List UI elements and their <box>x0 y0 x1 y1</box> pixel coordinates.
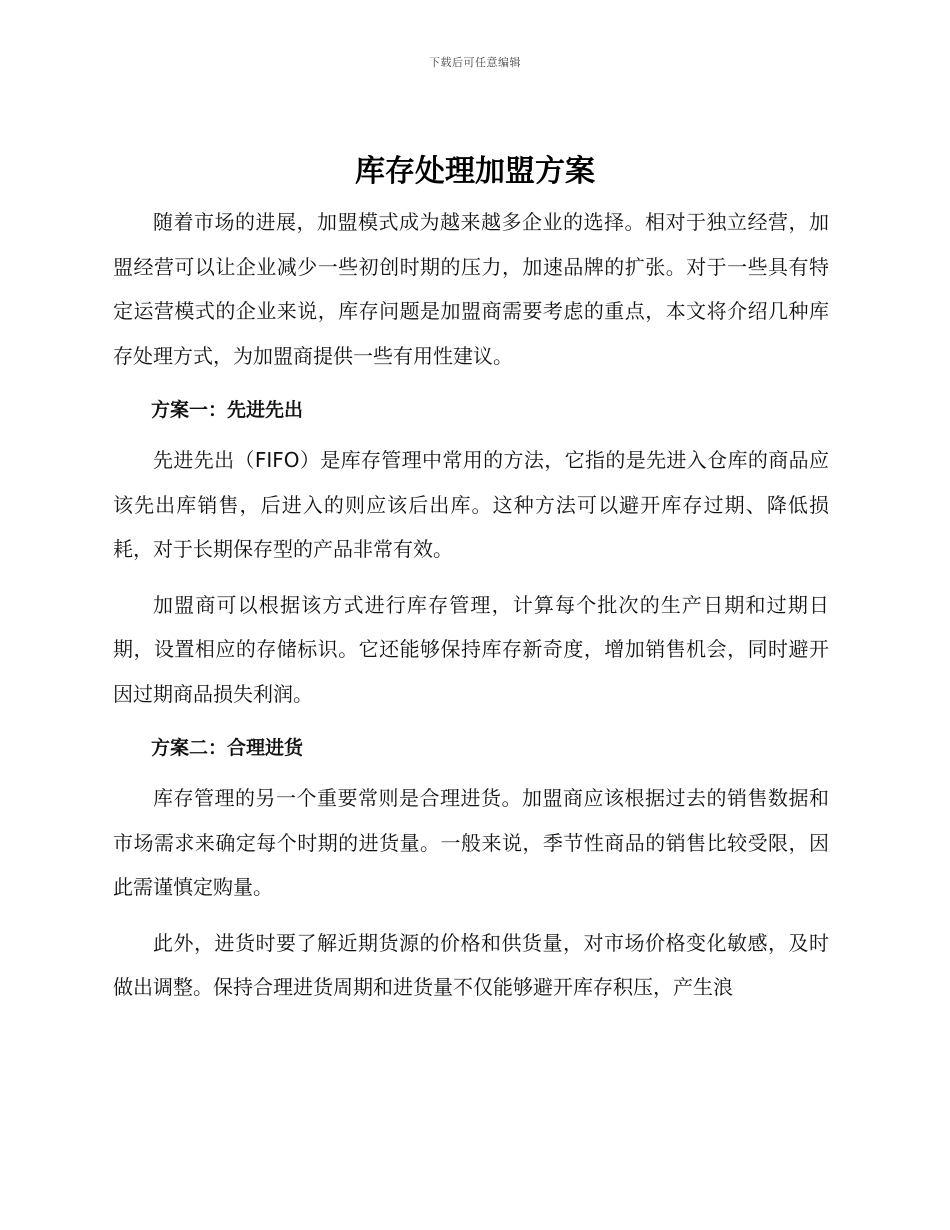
section-paragraph: 库存管理的另一个重要常则是合理进货。加盟商应该根据过去的销售数据和市场需求来确定每个时期的进货量。一般来说，季节性商品的销售比较受限，因此需谨慎定购量。 <box>113 786 829 899</box>
document-title: 库存处理加盟方案 <box>355 154 595 189</box>
section-heading: 方案二：合理进货 <box>151 737 304 759</box>
section-paragraph: 先进先出（FIFO）是库存管理中常用的方法，它指的是先进入仓库的商品应该先出库销售，后进入的则应该后出库。这种方法可以避开库存过期、降低损耗，对于长期保存型的产品非常有效。 <box>113 448 829 561</box>
section-plan-2 <box>113 736 829 1010</box>
header-note: 下载后可任意编辑 <box>429 56 521 69</box>
section-paragraph: 此外，进货时要了解近期货源的价格和供货量，对市场价格变化敏感，及时做出调整。保持合理进货周期和进货量不仅能够避开库存积压，产生浪 <box>113 930 829 999</box>
section-plan-1 <box>113 398 829 716</box>
section-heading: 方案一：先进先出 <box>151 399 304 421</box>
intro-paragraph: 随着市场的进展，加盟模式成为越来越多企业的选择。相对于独立经营，加盟经营可以让企业减少一些初创时期的压力，加速品牌的扩张。对于一些具有特定运营模式的企业来说，库存问题是加盟商需要考虑的重点，本文将介绍几种库存处理方式，为加盟商提供一些有用性建议。 <box>113 210 829 368</box>
document-body <box>113 200 829 1010</box>
section-paragraph: 加盟商可以根据该方式进行库存管理，计算每个批次的生产日期和过期日期，设置相应的存储标识。它还能够保持库存新奇度，增加销售机会，同时避开因过期商品损失利润。 <box>113 592 829 706</box>
